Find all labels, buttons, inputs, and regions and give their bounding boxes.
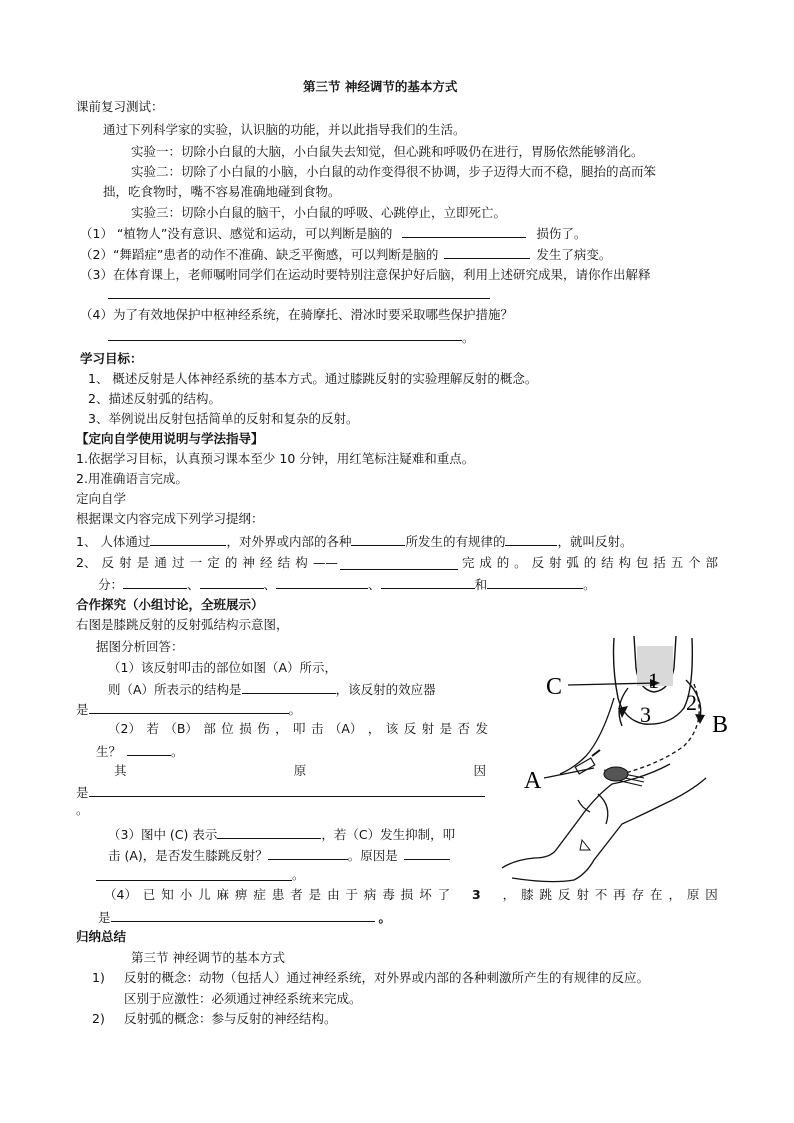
char: 痹 <box>234 887 248 902</box>
goals-heading: 学习目标： <box>80 351 143 366</box>
self-study-line-2a <box>76 554 338 572</box>
q2-blank[interactable] <box>444 245 530 259</box>
char: 症 <box>253 887 266 902</box>
char: 结 <box>601 555 614 570</box>
char: 在 <box>650 887 663 902</box>
coop-q2-reason <box>114 762 486 780</box>
char: （B） <box>164 721 198 736</box>
coop-q4-line-2 <box>98 908 391 927</box>
summary-item-2-number: 2) <box>92 1011 105 1026</box>
review-question-2 <box>80 245 611 264</box>
char: 儿 <box>198 887 211 902</box>
label-3: 3 <box>640 702 651 727</box>
char: 存 <box>631 887 645 902</box>
sep: 、 <box>263 577 277 592</box>
cq3-text: （3）图中 (C) 表示 <box>108 827 218 842</box>
char: ， <box>668 887 681 902</box>
char: 射 <box>119 555 132 570</box>
cq3-blank-c[interactable] <box>217 825 321 839</box>
char: 射 <box>548 555 562 570</box>
cq1-is: 是 <box>76 702 89 717</box>
char: 。 <box>514 555 527 570</box>
char: ， <box>502 887 516 902</box>
char: 是 <box>308 887 322 902</box>
char: 位 <box>221 721 234 736</box>
cq3-text-d: 。原因是 <box>347 848 398 863</box>
cq1-period: 。 <box>288 702 302 717</box>
page-title: 第三节 神经调节的基本方式 <box>303 79 458 94</box>
s1-blank-3[interactable] <box>505 532 557 546</box>
char: 个 <box>688 555 701 570</box>
sep: 、 <box>187 577 200 592</box>
cq2-blank[interactable] <box>127 742 171 756</box>
char: 通 <box>154 555 167 570</box>
char: 经 <box>260 555 273 570</box>
char: 一 <box>189 555 203 570</box>
summary-item-1-number: 1) <box>92 970 105 985</box>
experiment-1: 实验一：切除小白鼠的大脑，小白鼠失去知觉，但心跳和呼吸仍在进行，胃肠依然能够消化。 <box>131 144 644 159</box>
coop-q3-line-2 <box>108 846 450 865</box>
experiment-3: 实验三：切除小白鼠的脑干，小白鼠的呼吸、心跳停止，立即死亡。 <box>131 205 507 220</box>
cq2-is: 是 <box>76 785 89 800</box>
self-study-intro: 根据课文内容完成下列学习提纲： <box>76 511 264 526</box>
coop-analyze: 据图分析回答： <box>96 639 184 654</box>
q4-period: 。 <box>462 330 475 345</box>
char: 麻 <box>216 887 230 902</box>
char: 由 <box>327 887 340 902</box>
goal-1: 1、 概述反射是人体神经系统的基本方式。通过膝跳反射的实验理解反射的概念。 <box>88 371 538 386</box>
char: 五 <box>670 555 684 570</box>
coop-q2-reason-line <box>76 783 485 802</box>
review-heading: 课前复习测试： <box>76 99 164 114</box>
cq1-text: 则（A）所表示的结构是 <box>108 682 242 697</box>
char: 包 <box>635 555 649 570</box>
char: 括 <box>653 555 666 570</box>
char: 再 <box>613 887 626 902</box>
q1-blank[interactable] <box>402 224 526 238</box>
char: （2） <box>108 721 141 736</box>
cq2-reason-blank[interactable] <box>89 783 485 797</box>
char: 原 <box>293 763 307 778</box>
char: 跳 <box>539 887 552 902</box>
char: 伤 <box>257 721 270 736</box>
goal-2: 2、描述反射弧的结构。 <box>88 391 221 406</box>
char: 反 <box>531 555 545 570</box>
char: 反 <box>101 555 115 570</box>
coop-q1-line-3 <box>76 700 301 719</box>
char: 于 <box>345 887 359 902</box>
char: 是 <box>439 721 453 736</box>
s3-blank-4[interactable] <box>381 575 475 589</box>
char: 定 <box>207 555 220 570</box>
char: 了 <box>437 887 451 902</box>
char: 损 <box>239 721 252 736</box>
q3-answer-line[interactable] <box>108 298 490 299</box>
summary-item-1b: 区别于应激性：必须通过神经系统来完成。 <box>124 991 362 1006</box>
experiment-2-line-1: 实验二：切除了小白鼠的小脑，小白鼠的动作变得很不协调，步子迈得大而不稳，腿抬的高而笨 <box>131 164 657 179</box>
summary-item-1: 反射的概念：动物（包括人）通过神经系统，对外界或内部的各种刺激所产生的有规律的反应。 <box>124 970 650 985</box>
review-question-1 <box>80 224 586 243</box>
char: 是 <box>136 555 150 570</box>
s3-text: 分： <box>98 577 124 592</box>
coop-q1-line-1: （1）该反射叩击的部位如图（A）所示， <box>108 660 338 675</box>
coop-q3-line-1 <box>108 825 455 844</box>
char: 原 <box>686 887 700 902</box>
char: 因 <box>705 887 718 902</box>
label-a: A <box>524 768 542 794</box>
char: 反 <box>403 721 417 736</box>
self-study-line-2b <box>462 554 718 572</box>
char: 坏 <box>419 887 432 902</box>
summary-heading: 归纳总结 <box>76 929 127 944</box>
cq2-period: 。 <box>171 744 184 759</box>
char: 反 <box>557 887 571 902</box>
cq3-text-c: 击 (A)，是否发生膝跳反射？ <box>108 848 268 863</box>
q1-text-end: 损伤了。 <box>536 226 587 241</box>
char: 过 <box>171 555 185 570</box>
char: 因 <box>473 763 486 778</box>
summary-title: 第三节 神经调节的基本方式 <box>131 950 285 965</box>
char: 已 <box>142 887 156 902</box>
char: 小 <box>179 887 193 902</box>
char: 射 <box>576 887 589 902</box>
char: 毒 <box>382 887 395 902</box>
char: 若 <box>146 721 159 736</box>
label-c: C <box>546 674 563 700</box>
end: 。 <box>583 577 596 592</box>
coop-q2-line-2 <box>96 742 184 761</box>
coop-q1-line-2 <box>108 680 436 699</box>
cq3-text-b: ，若（C）发生抑制，叩 <box>321 827 456 842</box>
s3-blank-5[interactable] <box>487 575 583 589</box>
char: 击 <box>310 721 324 736</box>
char: 3 <box>472 887 481 902</box>
self-study-line-3 <box>98 575 596 594</box>
char: 其 <box>114 763 127 778</box>
char: 的 <box>496 555 510 570</box>
guide-step-1: 1.依据学习目标，认真预习课本至少 10 分钟，用红笔标注疑难和重点。 <box>76 451 475 466</box>
cq3-blank-reason[interactable] <box>404 846 450 860</box>
and: 和 <box>474 577 488 592</box>
cq1-blank-effector[interactable] <box>89 700 289 714</box>
label-b: B <box>712 712 729 738</box>
cq2-text: 生？ <box>96 744 122 759</box>
guide-step-2: 2.用准确语言完成。 <box>76 471 188 486</box>
reflex-arc-diagram <box>494 628 744 888</box>
cq4-period: 。 <box>378 910 392 925</box>
q2-text: （2）“舞蹈症”患者的动作不准确、缺乏平衡感，可以判断是脑的 <box>80 247 439 262</box>
review-intro: 通过下列科学家的实验，认识脑的功能，并以此指导我们的生活。 <box>103 122 466 137</box>
s3-blank-3[interactable] <box>276 575 368 589</box>
cq4-reason-blank[interactable] <box>111 908 375 922</box>
s1-blank-2[interactable] <box>351 532 405 546</box>
char: 不 <box>594 887 608 902</box>
q2-text-end: 发生了病变。 <box>536 247 612 262</box>
cq1-text-b: ，该反射的效应器 <box>335 682 436 697</box>
review-question-3: （3）在体育课上，老师嘱咐同学们在运动时要特别注意保护好后脑，利用上述研究成果，请你作出解释 <box>80 267 651 282</box>
sep: 、 <box>368 577 381 592</box>
char: 叩 <box>293 721 306 736</box>
s3-blank-2[interactable] <box>200 575 264 589</box>
s1-blank-1[interactable] <box>150 532 226 546</box>
s1-text-c: 所发生的有规律的 <box>405 534 506 549</box>
char: 病 <box>363 887 377 902</box>
s1-text-b: ，对外界或内部的各种 <box>226 534 352 549</box>
char: 膝 <box>521 887 534 902</box>
char: 构 <box>295 555 308 570</box>
char: 发 <box>475 721 488 736</box>
char: 2、 <box>76 555 97 570</box>
char: 神 <box>242 555 255 570</box>
guide-heading: 【定向自学使用说明与学法指导】 <box>76 431 264 446</box>
char: —— <box>312 555 338 570</box>
char: 损 <box>400 887 414 902</box>
goal-3: 3、举例说出反射包括简单的反射和复杂的反射。 <box>88 411 359 426</box>
char: 成 <box>479 555 492 570</box>
char: 该 <box>385 721 399 736</box>
char: 的 <box>224 555 238 570</box>
label-2: 2 <box>686 690 697 715</box>
summary-item-2: 反射弧的概念：参与反射的神经结构。 <box>124 1011 337 1026</box>
char: 知 <box>161 887 174 902</box>
char: ， <box>367 721 381 736</box>
coop-heading: 合作探究（小组讨论，全班展示） <box>76 597 264 612</box>
char: 弧 <box>566 555 579 570</box>
q1-text: （1） “植物人”没有意识、感觉和运动，可以判断是脑的 <box>80 226 393 241</box>
s1-text-d: ，就叫反射。 <box>557 534 633 549</box>
self-study-line-1 <box>76 532 632 551</box>
char: 射 <box>421 721 435 736</box>
char: 完 <box>462 555 475 570</box>
cq3-reason-line[interactable] <box>96 880 292 881</box>
b-arrowhead-icon <box>695 714 705 724</box>
s1-text-a: 1、 人体通过 <box>76 534 151 549</box>
review-question-4: （4）为了有效地保护中枢神经系统，在骑摩托、滑冰时要采取哪些保护措施？ <box>80 307 513 322</box>
knee-tendon <box>604 767 644 786</box>
char: 部 <box>203 721 216 736</box>
s3-blank-1[interactable] <box>123 575 187 589</box>
char: 否 <box>457 721 471 736</box>
char: （A） <box>328 721 363 736</box>
coop-q4-line-1 <box>104 886 718 904</box>
cq1-blank-structure[interactable] <box>242 680 336 694</box>
s2-blank-structure[interactable] <box>340 569 458 570</box>
char: 构 <box>618 555 632 570</box>
char: （4） <box>104 887 137 902</box>
char: 者 <box>290 887 303 902</box>
cq4-is: 是 <box>98 910 111 925</box>
char: 部 <box>705 555 718 570</box>
char: 的 <box>583 555 597 570</box>
coop-intro: 右图是膝跳反射的反射弧结构示意图， <box>76 617 289 632</box>
experiment-2-line-2: 拙，吃食物时，嘴不容易准确地碰到食物。 <box>103 184 341 199</box>
coop-q2-reason-period: 。 <box>76 802 89 817</box>
coop-q2-line-1 <box>108 720 488 738</box>
cq3-blank-yesno[interactable] <box>268 846 348 860</box>
self-study-heading: 定向自学 <box>76 491 127 506</box>
q4-answer-line[interactable] <box>108 340 462 341</box>
char: ， <box>275 721 288 736</box>
label-1: 1 <box>648 668 659 693</box>
char: 结 <box>277 555 291 570</box>
leg-arrow-icon <box>580 840 590 850</box>
cq3-period: 。 <box>292 867 305 882</box>
char: 患 <box>271 887 285 902</box>
